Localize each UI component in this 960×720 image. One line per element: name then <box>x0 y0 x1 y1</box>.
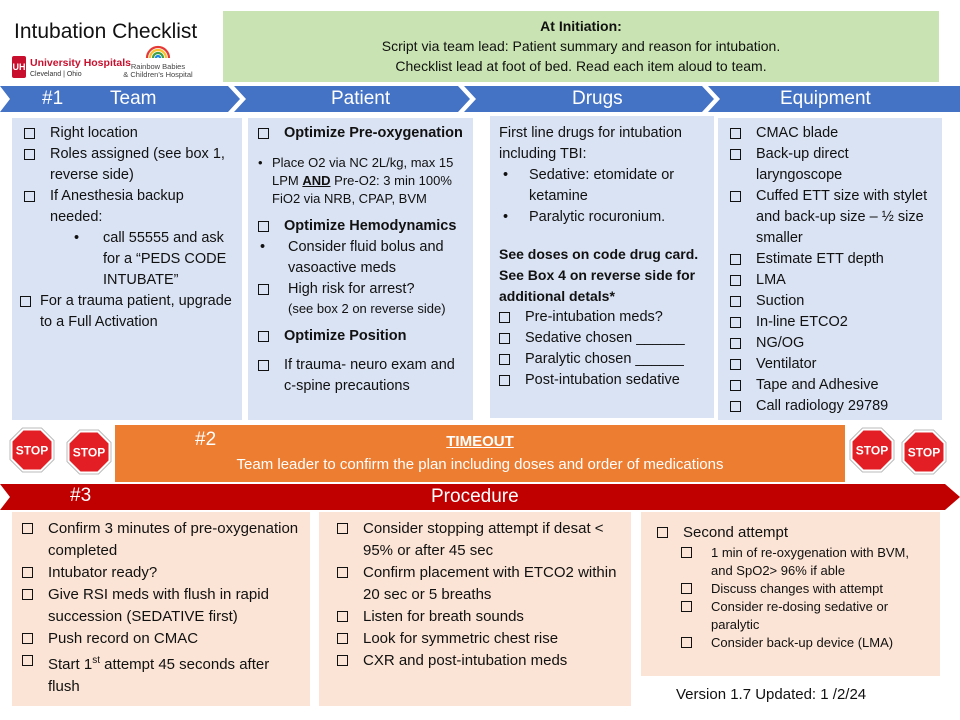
initiation-heading: At Initiation: <box>540 18 622 34</box>
version-label: Version 1.7 Updated: 1 /2/24 <box>676 686 867 703</box>
checkbox-icon <box>730 338 741 349</box>
checkbox-icon <box>730 191 741 202</box>
preox-detail: • Place O2 via NC 2L/kg, max 15 LPM AND Pre-O2: 3 min 100% FiO2 via NRB, CPAP, BVM <box>258 155 454 206</box>
equipment-item: CMAC blade <box>730 123 936 144</box>
procedure-item: Push record on CMAC <box>22 628 302 650</box>
checkbox-icon <box>22 589 33 600</box>
checkbox-icon <box>337 655 348 666</box>
equipment-item: Ventilator <box>730 354 936 375</box>
drugs-item: Sedative chosen ______ <box>499 328 706 349</box>
patient-header: Patient <box>331 88 391 109</box>
checkbox-icon <box>499 375 510 386</box>
university-hospitals-logo <box>12 56 131 82</box>
timeout-heading: TIMEOUT <box>446 433 514 450</box>
stop-label: STOP <box>855 443 889 458</box>
second-attempt-item: 1 min of re-oxygenation with BVM, and SpO2> 96% if able <box>681 544 932 580</box>
procedure-item: Intubator ready? <box>22 562 302 584</box>
checkbox-icon <box>730 149 741 160</box>
team-header: Team <box>110 88 157 109</box>
checkbox-icon <box>22 523 33 534</box>
procedure-item: Confirm 3 minutes of pre-oxygenation completed <box>22 518 302 562</box>
timeout-text: Team leader to confirm the plan including doses and order of medications <box>236 456 724 473</box>
stop-sign-icon <box>9 427 55 473</box>
checkbox-icon <box>337 567 348 578</box>
checkbox-icon <box>22 633 33 644</box>
equipment-item: Estimate ETT depth <box>730 249 936 270</box>
checkbox-icon <box>258 128 269 139</box>
checkbox-icon <box>730 128 741 139</box>
checkbox-icon <box>24 191 35 202</box>
drugs-bullet: • Sedative: etomidate or ketamine <box>503 167 675 204</box>
hemo-heading: Optimize Hemodynamics <box>258 216 467 237</box>
team-item: If Anesthesia backup needed: <box>24 186 232 228</box>
patient-box <box>248 118 473 420</box>
timeout-box <box>115 425 845 482</box>
hemo-item: • Consider fluid bolus and vasoactive meds <box>260 239 444 276</box>
equipment-header: Equipment <box>780 88 871 109</box>
rb-line1: Rainbow Babies <box>130 62 186 71</box>
procedure-item: Listen for breath sounds <box>337 606 623 628</box>
team-number: #1 <box>42 88 64 109</box>
checkbox-icon <box>20 296 31 307</box>
team-item: Roles assigned (see box 1, reverse side) <box>24 144 232 186</box>
procedure-heading: Procedure <box>431 486 519 507</box>
checkbox-icon <box>499 354 510 365</box>
checkbox-icon <box>337 633 348 644</box>
checkbox-icon <box>24 128 35 139</box>
second-attempt-item: Discuss changes with attempt <box>681 580 932 598</box>
checkbox-icon <box>258 284 269 295</box>
checkbox-icon <box>730 275 741 286</box>
procedure-item: Look for symmetric chest rise <box>337 628 623 650</box>
equipment-item: Suction <box>730 291 936 312</box>
stop-sign-icon <box>901 429 947 475</box>
checkbox-icon <box>681 637 692 648</box>
equipment-box <box>718 118 942 420</box>
procedure-item: Consider stopping attempt if desat < 95% or after 45 sec <box>337 518 623 562</box>
stop-label: STOP <box>15 443 49 458</box>
equipment-item: Tape and Adhesive <box>730 375 936 396</box>
drugs-box <box>490 116 714 418</box>
equipment-item: LMA <box>730 270 936 291</box>
checkbox-icon <box>681 601 692 612</box>
rainbow-icon <box>145 44 171 58</box>
second-attempt-item: Consider back-up device (LMA) <box>681 634 932 652</box>
drugs-intro: First line drugs for intubation including TBI: <box>499 125 682 162</box>
checkbox-icon <box>499 333 510 344</box>
drugs-item: Paralytic chosen ______ <box>499 349 706 370</box>
procedure-item: Confirm placement with ETCO2 within 20 sec or 5 breaths <box>337 562 623 606</box>
team-sub-item: • call 55555 and ask for a “PEDS CODE INTUBATE” <box>74 230 227 288</box>
equipment-item: Call radiology 29789 <box>730 396 936 417</box>
checkbox-icon <box>730 296 741 307</box>
initiation-line1: Script via team lead: Patient summary and reason for intubation. <box>381 38 781 54</box>
stop-label: STOP <box>72 445 106 460</box>
timeout-number: #2 <box>195 429 217 450</box>
checkbox-icon <box>337 523 348 534</box>
procedure-box-2 <box>319 512 631 706</box>
checkbox-icon <box>730 380 741 391</box>
procedure-box-3 <box>641 512 940 676</box>
drugs-note: See doses on code drug card. See Box 4 on reverse side for additional detals* <box>499 246 699 304</box>
rainbow-babies-logo <box>118 44 198 82</box>
stop-label: STOP <box>907 445 941 460</box>
second-attempt-item: Consider re-dosing sedative or paralytic <box>681 598 932 634</box>
section-header-bar <box>0 86 960 112</box>
procedure-header-bar <box>0 484 960 510</box>
checkbox-icon <box>22 655 33 666</box>
checkbox-icon <box>657 527 668 538</box>
procedure-item: Start 1st attempt 45 seconds after flush <box>22 650 302 698</box>
second-attempt-heading: Second attempt <box>657 522 932 544</box>
procedure-item: CXR and post-intubation meds <box>337 650 623 672</box>
initiation-line2: Checklist lead at foot of bed. Read each item aloud to team. <box>395 58 767 74</box>
page-title: Intubation Checklist <box>14 20 198 43</box>
checkbox-icon <box>681 583 692 594</box>
checkbox-icon <box>258 331 269 342</box>
checkbox-icon <box>730 401 741 412</box>
initiation-box <box>223 11 939 82</box>
checkbox-icon <box>681 547 692 558</box>
uh-mark: UH <box>12 56 26 78</box>
checkbox-icon <box>730 317 741 328</box>
equipment-item: Cuffed ETT size with stylet and back-up size – ½ size smaller <box>730 186 936 249</box>
drugs-bullet: • Paralytic rocuronium. <box>503 209 666 225</box>
equipment-item: Back-up direct laryngoscope <box>730 144 936 186</box>
rb-line2: & Children's Hospital <box>123 70 193 79</box>
equipment-item: In-line ETCO2 <box>730 312 936 333</box>
checkbox-icon <box>337 611 348 622</box>
checkbox-icon <box>24 149 35 160</box>
drugs-item: Post-intubation sedative <box>499 370 706 391</box>
hemo-note: (see box 2 on reverse side) <box>288 301 446 316</box>
uh-name: University Hospitals <box>30 57 131 69</box>
drugs-item: Pre-intubation meds? <box>499 307 706 328</box>
position-item: If trauma- neuro exam and c-spine precautions <box>258 355 467 397</box>
checkbox-icon <box>730 254 741 265</box>
team-box <box>12 118 242 420</box>
procedure-item: Give RSI meds with flush in rapid succession (SEDATIVE first) <box>22 584 302 628</box>
team-item: Right location <box>24 123 232 144</box>
uh-sub: Cleveland | Ohio <box>30 71 82 78</box>
procedure-box-1 <box>12 512 310 706</box>
hemo-item: High risk for arrest? <box>258 279 467 300</box>
checkbox-icon <box>258 221 269 232</box>
equipment-item: NG/OG <box>730 333 936 354</box>
preox-heading: Optimize Pre-oxygenation <box>258 123 467 144</box>
procedure-number: #3 <box>70 485 92 506</box>
checkbox-icon <box>22 567 33 578</box>
stop-sign-icon <box>66 429 112 475</box>
checkbox-icon <box>730 359 741 370</box>
drugs-header: Drugs <box>572 88 623 109</box>
checkbox-icon <box>499 312 510 323</box>
checkbox-icon <box>258 360 269 371</box>
team-trauma-item: For a trauma patient, upgrade to a Full Activation <box>20 291 232 333</box>
stop-sign-icon <box>849 427 895 473</box>
position-heading: Optimize Position <box>258 326 467 347</box>
